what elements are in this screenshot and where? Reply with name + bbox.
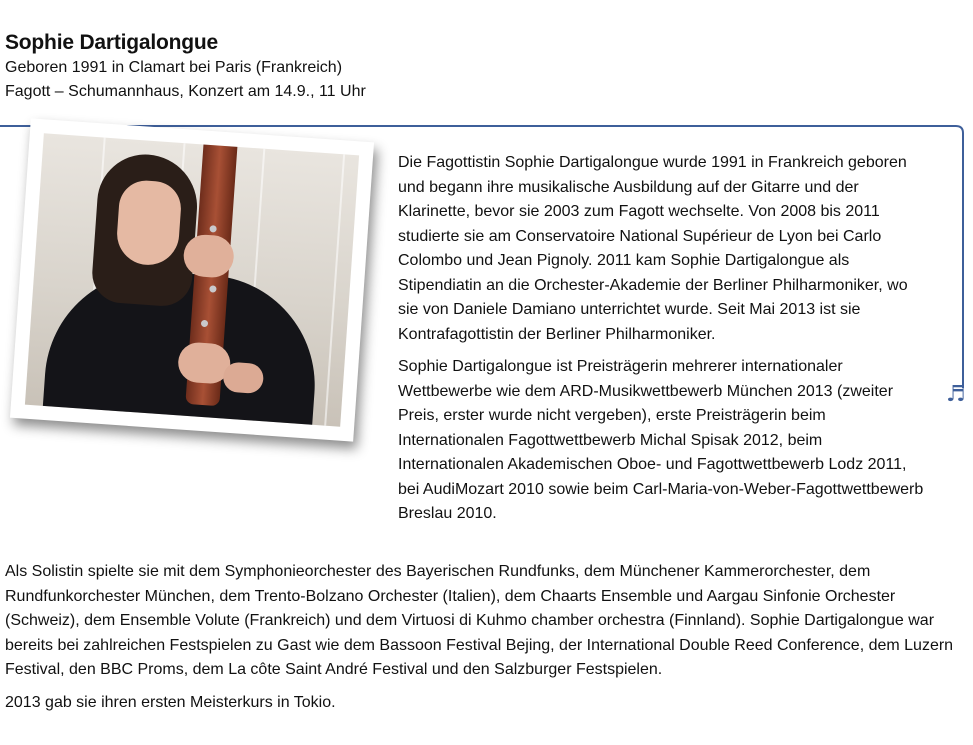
birth-info: Geboren 1991 in Clamart bei Paris (Frankreich): [5, 59, 343, 76]
bio-paragraph-2: Sophie Dartigalongue ist Preisträgerin mehrerer internationaler Wettbewerbe wie dem ARD-Musikwettbewerb München 2013 (zweiter Preis, erster wurde nicht vergeben), erste Preisträgerin beim Internationalen Fagottwettbewerb Michal Spisak 2012, beim Internationalen Akademischen Oboe- und Fagottwettbewerb Lodz 2011, bei AudiMozart 2010 sowie beim Carl-Maria-von-Weber-Fagottwettbewerb Breslau 2010.: [398, 358, 924, 522]
artist-name: Sophie Dartigalongue: [5, 31, 219, 54]
header: [5, 30, 366, 104]
bio-paragraph-4: 2013 gab sie ihren ersten Meisterkurs in Tokio.: [5, 693, 336, 711]
bio-paragraph-3: Als Solistin spielte sie mit dem Symphonieorchester des Bayerischen Rundfunks, dem Münchener Kammerorchester, dem Rundfunkorchester München, dem Trento-Bolzano Orchester (Italien), dem Chaarts Ensemble und Aargau Sinfonie Orchester (Schweiz), dem Ensemble Volute (Frankreich) und dem Virtuosi di Kuhmo chamber orchestra (Finnland). Sophie Dartigalongue war bereits bei zahlreichen Festspielen zu Gast wie dem Bassoon Festival Bejing, der International Double Reed Conference, dem Luzern Festival, den BBC Proms, dem La côte Saint André Festival und den Salzburger Festspielen.: [5, 563, 954, 678]
music-note-icon: ♬: [946, 382, 966, 407]
concert-info: Fagott – Schumannhaus, Konzert am 14.9., 11 Uhr: [5, 83, 366, 100]
artist-photo-frame: [10, 118, 374, 441]
bio-full-width: [5, 560, 965, 723]
artist-photo: [25, 133, 359, 426]
bio-right-column: [398, 151, 928, 535]
bio-paragraph-1: Die Fagottistin Sophie Dartigalongue wurde 1991 in Frankreich geboren und begann ihre musikalische Ausbildung auf der Gitarre und der Klarinette, bevor sie 2003 zum Fagott wechselte. Von 2008 bis 2011 studierte sie am Conservatoire National Supérieur de Lyon bei Carlo Colombo und Jean Pignoly. 2011 kam Sophie Dartigalongue als Stipendiatin an die Orchester-Akademie der Berliner Philharmoniker, wo sie von Daniele Damiano unterrichtet wurde. Seit Mai 2013 ist sie Kontrafagottistin der Berliner Philharmoniker.: [398, 154, 908, 343]
